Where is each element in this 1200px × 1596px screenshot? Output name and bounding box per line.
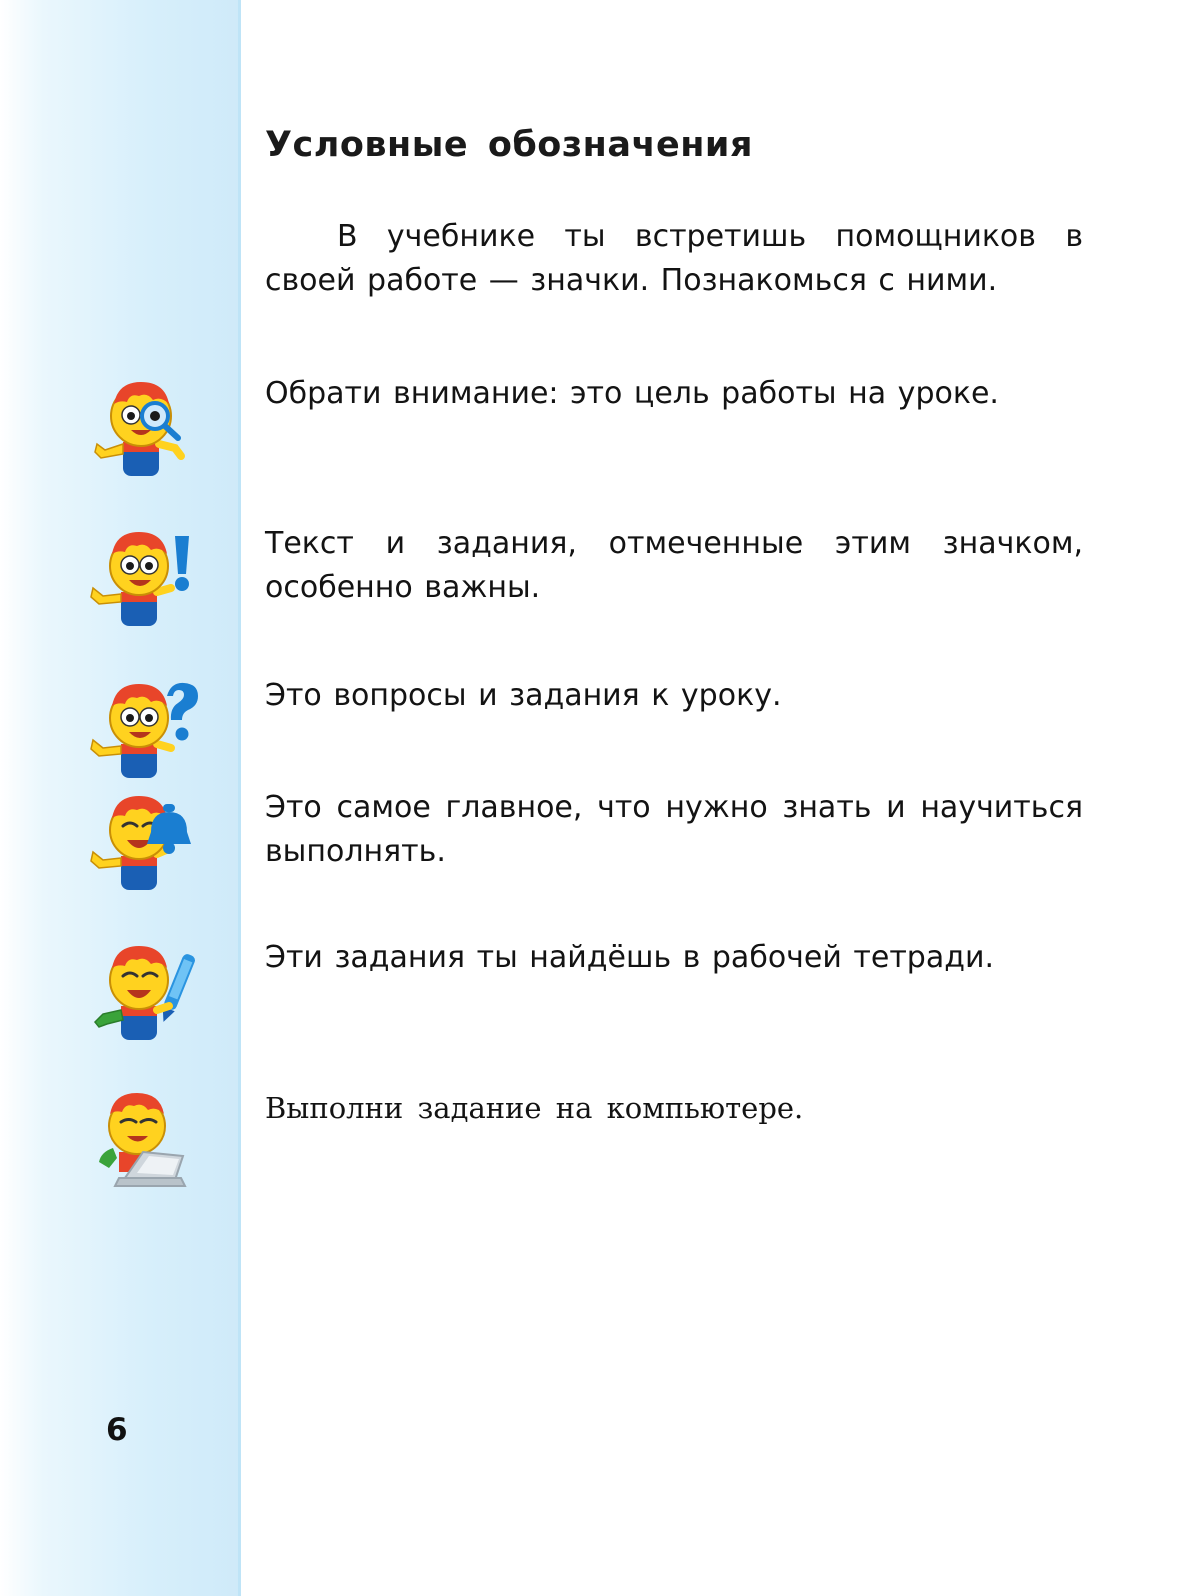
page-number: 6	[106, 1412, 128, 1448]
legend-list	[0, 372, 1200, 1206]
icon-cell	[0, 522, 265, 634]
list-item	[0, 786, 1200, 936]
character-with-magnifier-icon	[83, 372, 201, 484]
list-item	[0, 372, 1200, 522]
list-item-text: Выполни задание на компьютере.	[265, 1091, 804, 1125]
list-item-text: Это вопросы и задания к уроку.	[265, 678, 782, 713]
list-item-text: Эти задания ты найдёшь в рабочей тетради.	[265, 940, 994, 975]
list-item-text: Это самое главное, что нужно знать и научиться выполнять.	[265, 790, 1083, 869]
character-with-pen-icon	[83, 936, 201, 1048]
character-with-laptop-icon	[83, 1086, 201, 1198]
icon-cell	[0, 372, 265, 484]
list-item-text: Обрати внимание: это цель работы на уроке.	[265, 376, 999, 411]
icon-cell	[0, 674, 265, 786]
character-with-question-mark-icon	[83, 674, 201, 786]
intro-paragraph: В учебнике ты встретишь помощников в своей работе — значки. Познакомься с ними.	[265, 219, 1083, 298]
list-item	[0, 674, 1200, 786]
page-title: Условные обозначения	[265, 125, 753, 165]
icon-cell	[0, 936, 265, 1048]
list-item	[0, 1086, 1200, 1206]
list-item	[0, 522, 1200, 674]
icon-cell	[0, 786, 265, 898]
icon-cell	[0, 1086, 265, 1198]
character-with-bell-icon	[83, 786, 201, 898]
character-with-exclamation-mark-icon	[83, 522, 201, 634]
list-item	[0, 936, 1200, 1086]
list-item-text: Текст и задания, отмеченные этим значком, особенно важны.	[265, 526, 1083, 605]
